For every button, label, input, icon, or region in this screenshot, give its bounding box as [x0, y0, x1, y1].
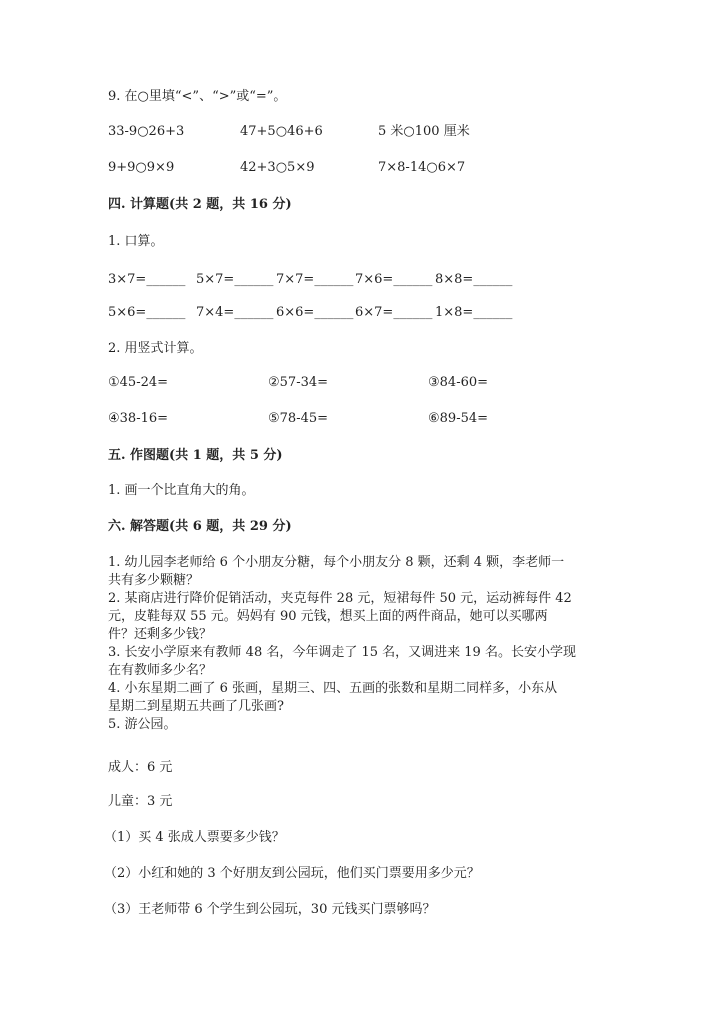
child-price: 儿童：3 元: [108, 794, 173, 809]
compare-item: 9+9○9×9: [108, 160, 175, 175]
question-line: 2. 某商店进行降价促销活动，夹克每件 28 元，短裙每件 50 元，运动裤每件 42: [108, 591, 572, 606]
sub-question: （3）王老师带 6 个学生到公园玩，30 元钱买门票够吗？: [104, 902, 436, 917]
oral-item: 7×4=______: [196, 305, 274, 320]
section-6-title: 六. 解答题(共 6 题，共 29 分): [108, 519, 292, 534]
compare-item: 47+5○46+6: [240, 124, 323, 139]
sub-question: （1）买 4 张成人票要多少钱？: [104, 830, 285, 845]
question-line: 共有多少颗糖？: [108, 573, 200, 588]
drawing-question: 1. 画一个比直角大的角。: [108, 483, 255, 498]
vertical-item: ⑥89-54=: [428, 411, 489, 426]
oral-calc-heading: 1. 口算。: [108, 234, 164, 249]
sub-question: （2）小红和她的 3 个好朋友到公园玩，他们买门票要用多少元？: [104, 866, 480, 881]
adult-price: 成人：6 元: [108, 760, 173, 775]
oral-item: 7×7=______: [276, 272, 354, 287]
question-line: 4. 小东星期二画了 6 张画，星期三、四、五画的张数和星期二同样多，小东从: [108, 681, 558, 696]
vertical-item: ④38-16=: [108, 411, 169, 426]
oral-item: 1×8=______: [435, 305, 513, 320]
oral-item: 7×6=______: [355, 272, 433, 287]
oral-item: 5×6=______: [108, 305, 186, 320]
vertical-item: ③84-60=: [428, 375, 489, 390]
vertical-calc-heading: 2. 用竖式计算。: [108, 341, 203, 356]
oral-item: 6×6=______: [276, 305, 354, 320]
compare-item: 33-9○26+3: [108, 124, 185, 139]
vertical-item: ⑤78-45=: [268, 411, 329, 426]
compare-item: 7×8-14○6×7: [378, 160, 466, 175]
question-line: 5. 游公园。: [108, 717, 177, 732]
question-line: 在有教师多少名？: [108, 663, 213, 678]
oral-item: 3×7=______: [108, 272, 186, 287]
oral-item: 6×7=______: [355, 305, 433, 320]
section-4-title: 四. 计算题(共 2 题，共 16 分): [108, 197, 292, 212]
question-line: 元，皮鞋每双 55 元。妈妈有 90 元钱，想买上面的两件商品，她可以买哪两: [108, 609, 548, 624]
section-5-title: 五. 作图题(共 1 题，共 5 分): [108, 448, 283, 463]
question-line: 1. 幼儿园李老师给 6 个小朋友分糖，每个小朋友分 8 颗，还剩 4 颗，李老师一: [108, 555, 565, 570]
compare-item: 42+3○5×9: [240, 160, 315, 175]
oral-item: 5×7=______: [196, 272, 274, 287]
oral-item: 8×8=______: [435, 272, 513, 287]
question-line: 3. 长安小学原来有教师 48 名，今年调走了 15 名，又调进来 19 名。长安小学现: [108, 645, 576, 660]
question-line: 星期二到星期五共画了几张画?: [108, 699, 284, 714]
question-line: 件？还剩多少钱？: [108, 627, 213, 642]
q9-title: 9. 在○里填“<”、“>”或“=”。: [108, 89, 287, 104]
vertical-item: ①45-24=: [108, 375, 169, 390]
vertical-item: ②57-34=: [268, 375, 329, 390]
compare-item: 5 米○100 厘米: [378, 124, 470, 139]
